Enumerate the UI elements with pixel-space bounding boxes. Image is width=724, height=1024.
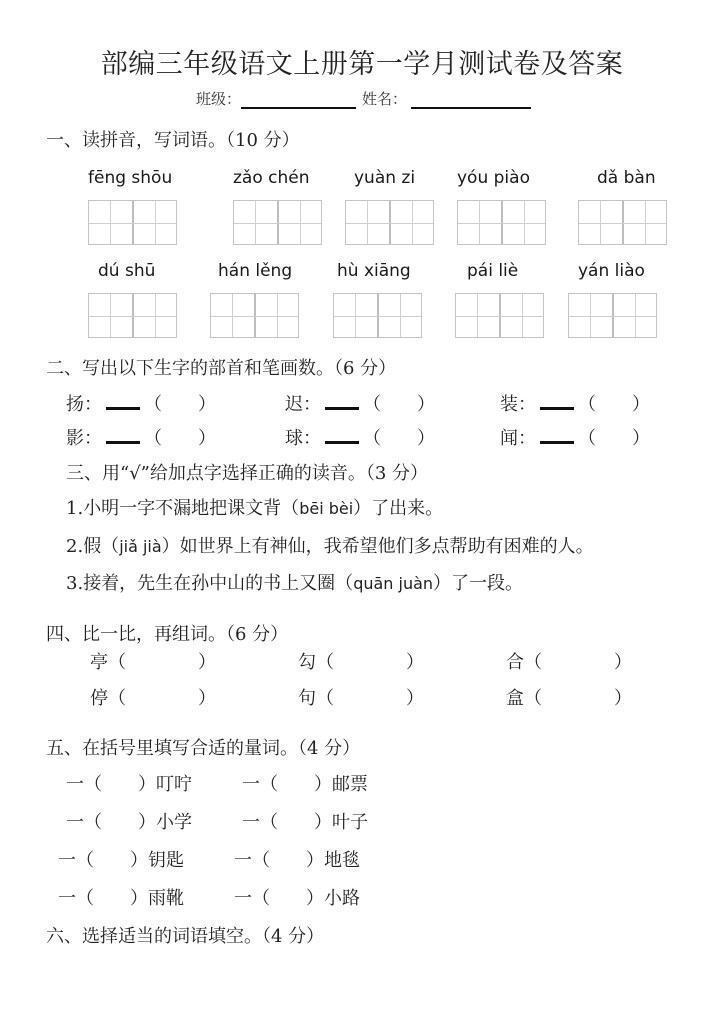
character: 球： [285, 428, 321, 449]
class-input-line[interactable] [241, 91, 356, 109]
radical-item [500, 424, 650, 450]
question-number: 2. [66, 536, 84, 557]
compare-item [90, 684, 216, 710]
radical-item [66, 424, 216, 450]
section-2-heading: 二、写出以下生字的部首和笔画数。（6 分） [46, 358, 397, 379]
class-label: 班级： [196, 90, 242, 108]
question-text: ）如世界上有神仙，我希望他们多点帮助有困难的人。 [161, 536, 594, 557]
compare-item [90, 648, 216, 674]
measure-word-item[interactable]: 一（ ）雨靴 [58, 888, 184, 909]
writing-grid[interactable] [578, 200, 667, 245]
word-paren[interactable]: （ ） [108, 688, 216, 709]
character: 停 [90, 688, 108, 709]
question-text: 接着，先生在孙中山的书上又圈（ [83, 573, 354, 594]
reading-question [66, 532, 594, 558]
character: 扬： [66, 394, 102, 415]
measure-word-item[interactable]: 一（ ）叮咛 [66, 774, 192, 795]
word-paren[interactable]: （ ） [316, 688, 424, 709]
compare-item [506, 648, 632, 674]
section-5-heading: 五、在括号里填写合适的量词。（4 分） [46, 738, 361, 759]
measure-word-item[interactable]: 一（ ）小路 [234, 888, 360, 909]
radical-blank[interactable] [325, 393, 359, 410]
writing-grid[interactable] [333, 293, 422, 338]
character: 影： [66, 428, 102, 449]
compare-item [506, 684, 632, 710]
writing-grid[interactable] [210, 293, 299, 338]
question-number: 1. [66, 498, 84, 519]
question-text: 假（ [83, 536, 120, 557]
pinyin-options[interactable]: quān juàn [353, 574, 434, 593]
character: 句 [298, 688, 316, 709]
page-title: 部编三年级语文上册第一学月测试卷及答案 [100, 49, 624, 80]
stroke-count-paren[interactable]: （ ） [363, 394, 435, 415]
radical-item [285, 390, 435, 416]
pinyin-label: zǎo chén [233, 168, 310, 188]
character: 盒 [506, 688, 524, 709]
compare-item [298, 648, 424, 674]
writing-grid[interactable] [455, 293, 544, 338]
pinyin-label: hù xiāng [337, 261, 411, 281]
writing-grid[interactable] [88, 293, 177, 338]
radical-blank[interactable] [325, 427, 359, 444]
character: 迟： [285, 394, 321, 415]
stroke-count-paren[interactable]: （ ） [363, 428, 435, 449]
stroke-count-paren[interactable]: （ ） [578, 428, 650, 449]
compare-item [298, 684, 424, 710]
writing-grid[interactable] [345, 200, 434, 245]
writing-grid[interactable] [457, 200, 546, 245]
name-input-line[interactable] [411, 91, 531, 109]
pinyin-label: yuàn zi [354, 168, 416, 188]
question-text: ）了出来。 [353, 498, 444, 519]
measure-word-item[interactable]: 一（ ）邮票 [242, 774, 368, 795]
pinyin-label: yóu piào [457, 168, 530, 188]
character: 闻： [500, 428, 536, 449]
class-field [196, 88, 356, 109]
section-3-heading: 三、用“√”给加点字选择正确的读音。（3 分） [66, 463, 429, 484]
writing-grid[interactable] [568, 293, 657, 338]
section-4-heading: 四、比一比，再组词。（6 分） [46, 624, 289, 645]
question-text: 小明一字不漏地把课文背（ [83, 498, 300, 519]
pinyin-label: pái liè [467, 261, 519, 281]
character: 亭 [90, 652, 108, 673]
radical-item [66, 390, 216, 416]
writing-grid[interactable] [88, 200, 177, 245]
writing-grid[interactable] [233, 200, 322, 245]
character: 合 [506, 652, 524, 673]
radical-blank[interactable] [540, 393, 574, 410]
measure-word-item[interactable]: 一（ ）叶子 [242, 812, 368, 833]
section-6-heading: 六、选择适当的词语填空。（4 分） [46, 926, 325, 947]
name-label: 姓名： [362, 90, 408, 108]
measure-word-item[interactable]: 一（ ）地毯 [234, 850, 360, 871]
pinyin-label: yán liào [578, 261, 645, 281]
measure-word-item[interactable]: 一（ ）小学 [66, 812, 192, 833]
pinyin-options[interactable]: bēi bèi [299, 499, 354, 518]
pinyin-label: hán lěng [218, 261, 293, 281]
character: 勾 [298, 652, 316, 673]
pinyin-options[interactable]: jiǎ jià [119, 537, 162, 556]
stroke-count-paren[interactable]: （ ） [144, 428, 216, 449]
word-paren[interactable]: （ ） [524, 688, 632, 709]
section-1-heading: 一、读拼音，写词语。（10 分） [46, 130, 300, 151]
radical-item [285, 424, 435, 450]
stroke-count-paren[interactable]: （ ） [578, 394, 650, 415]
measure-word-item[interactable]: 一（ ）钥匙 [58, 850, 184, 871]
question-number: 3. [66, 573, 84, 594]
word-paren[interactable]: （ ） [108, 652, 216, 673]
pinyin-label: dú shū [98, 261, 156, 281]
word-paren[interactable]: （ ） [316, 652, 424, 673]
reading-question [66, 494, 443, 520]
radical-blank[interactable] [106, 393, 140, 410]
pinyin-label: dǎ bàn [597, 168, 656, 188]
pinyin-label: fēng shōu [88, 168, 173, 188]
reading-question [66, 569, 523, 595]
name-field [362, 88, 531, 109]
radical-blank[interactable] [540, 427, 574, 444]
character: 装： [500, 394, 536, 415]
word-paren[interactable]: （ ） [524, 652, 632, 673]
radical-blank[interactable] [106, 427, 140, 444]
stroke-count-paren[interactable]: （ ） [144, 394, 216, 415]
radical-item [500, 390, 650, 416]
question-text: ）了一段。 [433, 573, 524, 594]
